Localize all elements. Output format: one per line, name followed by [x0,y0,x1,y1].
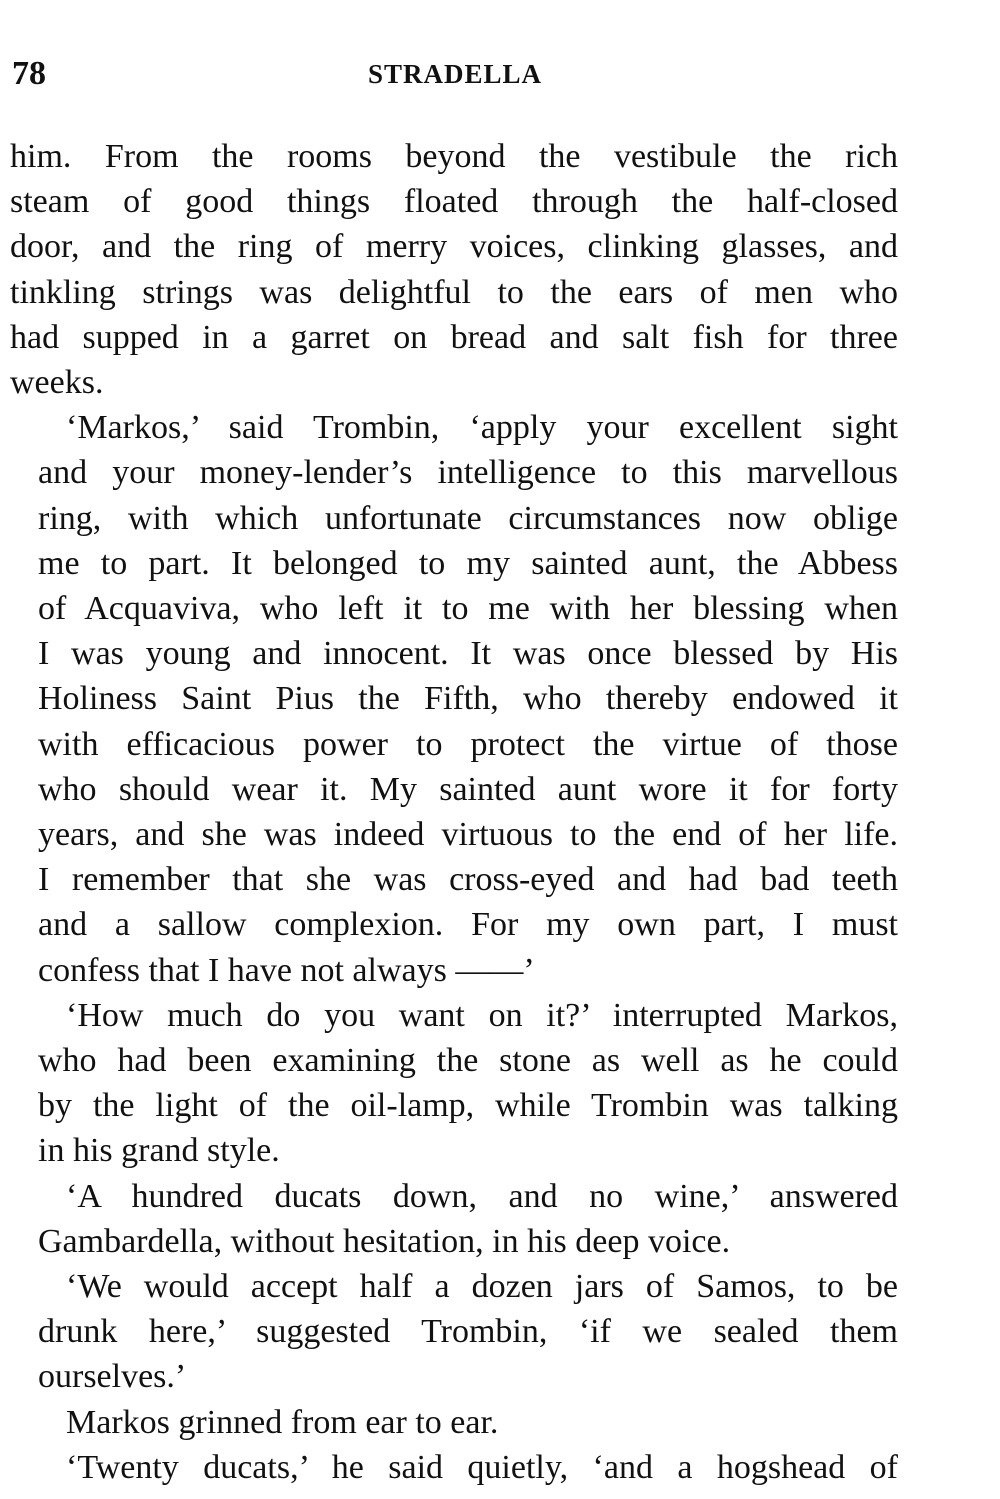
page-number: 78 [12,55,46,92]
page-header [12,52,898,96]
paragraph [10,1400,898,1445]
text-line: by the light of the oil-lamp, while Trombin was talking [38,1087,898,1125]
text-line: I was young and innocent. It was once blessed by His [38,635,898,673]
text-line: and your money-lender’s intelligence to this marvellous [38,454,898,492]
text-line: and a sallow complexion. For my own part, I must [38,906,898,944]
text-line: Markos grinned from ear to ear. [66,1403,499,1441]
paragraph [10,1445,898,1490]
paragraph [10,134,898,405]
text-line: tinkling strings was delightful to the ears of men who [10,273,898,311]
text-line: of Acquaviva, who left it to me with her blessing when [38,590,898,628]
text-line: steam of good things floated through the half-closed [10,183,898,221]
running-title: STRADELLA [367,59,543,89]
text-line: ‘Twenty ducats,’ he said quietly, ‘and a hogshead of [66,1448,898,1486]
paragraph [10,1174,898,1264]
text-line: drunk here,’ suggested Trombin, ‘if we sealed them [38,1313,898,1351]
text-line: ‘We would accept half a dozen jars of Samos, to be [66,1268,898,1306]
text-line: weeks. [10,364,104,402]
text-line: Holiness Saint Pius the Fifth, who thereby endowed it [38,680,898,718]
text-line: had supped in a garret on bread and salt fish for three [10,318,898,356]
text-line: who should wear it. My sainted aunt wore it for forty [38,770,898,808]
text-line: in his grand style. [38,1132,280,1170]
text-line: ourselves.’ [38,1358,187,1396]
text-line: ‘Markos,’ said Trombin, ‘apply your excellent sight [66,409,898,447]
text-line: I remember that she was cross-eyed and had bad teeth [38,861,898,899]
text-line: with efficacious power to protect the virtue of those [38,725,898,763]
paragraph [10,993,898,1174]
text-line: who had been examining the stone as well as he could [38,1042,898,1080]
text-line: years, and she was indeed virtuous to the end of her life. [38,816,898,854]
text-line: ring, with which unfortunate circumstances now oblige [38,499,898,537]
text-line: door, and the ring of merry voices, clinking glasses, and [10,228,898,266]
paragraph [10,405,898,993]
text-line: him. From the rooms beyond the vestibule the rich [10,138,898,175]
text-line: confess that I have not always ——’ [38,951,535,989]
text-line: ‘How much do you want on it?’ interrupted Markos, [66,996,898,1034]
text-line: me to part. It belonged to my sainted aunt, the Abbess [38,544,898,582]
text-line: Gambardella, without hesitation, in his deep voice. [38,1222,731,1260]
body-text [10,134,898,1490]
paragraph [10,1264,898,1400]
text-line: ‘A hundred ducats down, and no wine,’ answered [66,1177,898,1215]
